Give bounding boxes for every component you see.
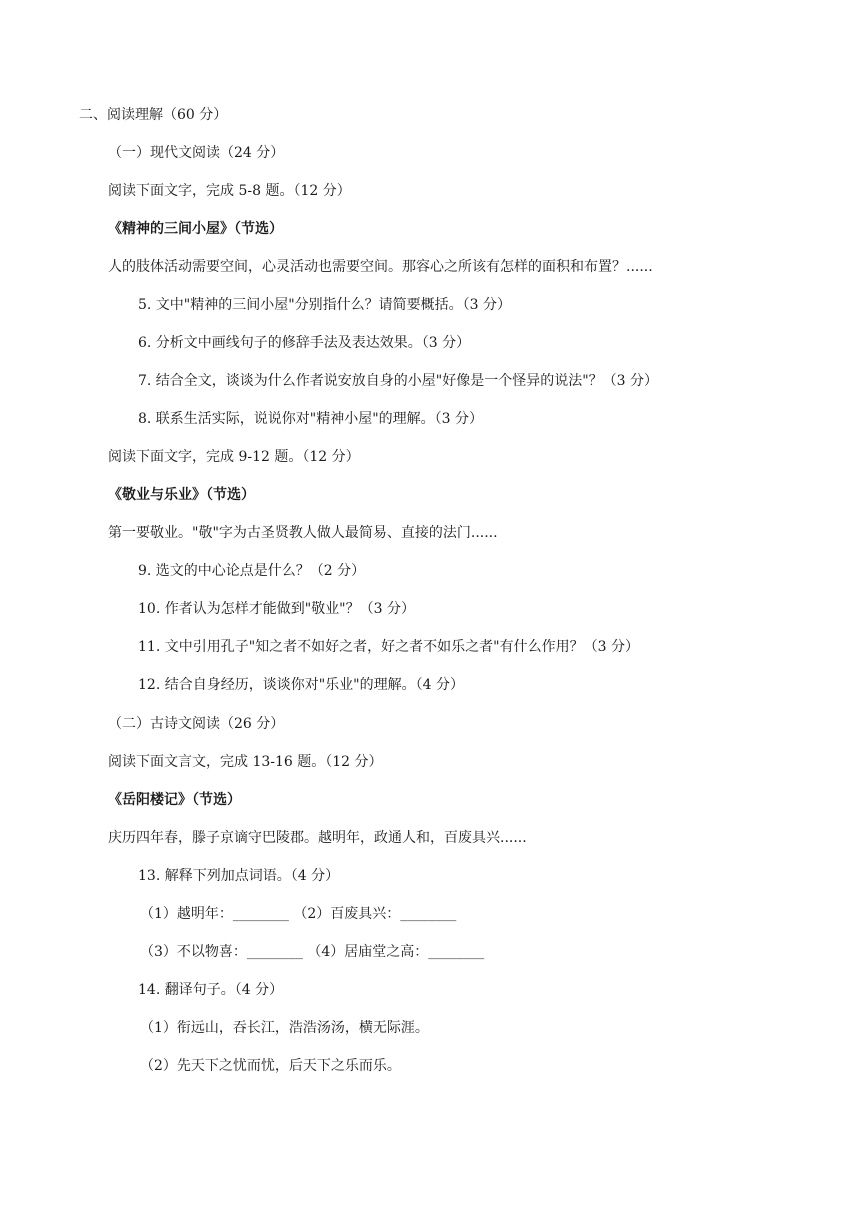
- question-10: 10. 作者认为怎样才能做到"敬业"？（3 分）: [138, 601, 415, 617]
- question-14-sentence-1: （1）衔远山，吞长江，浩浩汤汤，横无际涯。: [140, 1020, 429, 1036]
- classical-title: 《岳阳楼记》（节选）: [108, 792, 241, 808]
- passage2-title: 《敬业与乐业》（节选）: [108, 487, 255, 503]
- question-14: 14. 翻译句子。（4 分）: [138, 982, 284, 998]
- question-8: 8. 联系生活实际，说说你对"精神小屋"的理解。（3 分）: [138, 411, 484, 427]
- passage2-excerpt: 第一要敬业。"敬"字为古圣贤教人做人最简易、直接的法门......: [108, 525, 498, 541]
- question-13-row-1: （1）越明年：________ （2）百废具兴：________: [140, 906, 457, 922]
- classical-reading-heading: （二）古诗文阅读（26 分）: [108, 716, 285, 732]
- question-5: 5. 文中"精神的三间小屋"分别指什么？请简要概括。（3 分）: [138, 297, 512, 313]
- question-14-sentence-2: （2）先天下之忧而忧，后天下之乐而乐。: [140, 1058, 401, 1074]
- question-7: 7. 结合全文，谈谈为什么作者说安放自身的小屋"好像是一个怪异的说法"？（3 分）: [138, 373, 659, 389]
- classical-instruction: 阅读下面文言文，完成 13-16 题。（12 分）: [108, 754, 383, 770]
- question-13-row-2: （3）不以物喜：________ （4）居庙堂之高：________: [140, 944, 485, 960]
- classical-excerpt: 庆历四年春，滕子京谪守巴陵郡。越明年，政通人和，百废具兴......: [108, 830, 527, 846]
- question-9: 9. 选文的中心论点是什么？（2 分）: [138, 563, 366, 579]
- passage1-title: 《精神的三间小屋》（节选）: [108, 221, 283, 237]
- modern-reading-heading: （一）现代文阅读（24 分）: [108, 145, 285, 161]
- question-12: 12. 结合自身经历，谈谈你对"乐业"的理解。（4 分）: [138, 677, 464, 693]
- passage1-excerpt: 人的肢体活动需要空间，心灵活动也需要空间。那容心之所该有怎样的面积和布置？......: [108, 259, 653, 275]
- passage2-instruction: 阅读下面文字，完成 9-12 题。（12 分）: [108, 449, 360, 465]
- question-13: 13. 解释下列加点词语。（4 分）: [138, 868, 340, 884]
- passage1-instruction: 阅读下面文字，完成 5-8 题。（12 分）: [108, 183, 351, 199]
- question-6: 6. 分析文中画线句子的修辞手法及表达效果。（3 分）: [138, 335, 471, 351]
- section-heading: 二、阅读理解（60 分）: [79, 107, 228, 123]
- question-11: 11. 文中引用孔子"知之者不如好之者，好之者不如乐之者"有什么作用？（3 分）: [138, 639, 639, 655]
